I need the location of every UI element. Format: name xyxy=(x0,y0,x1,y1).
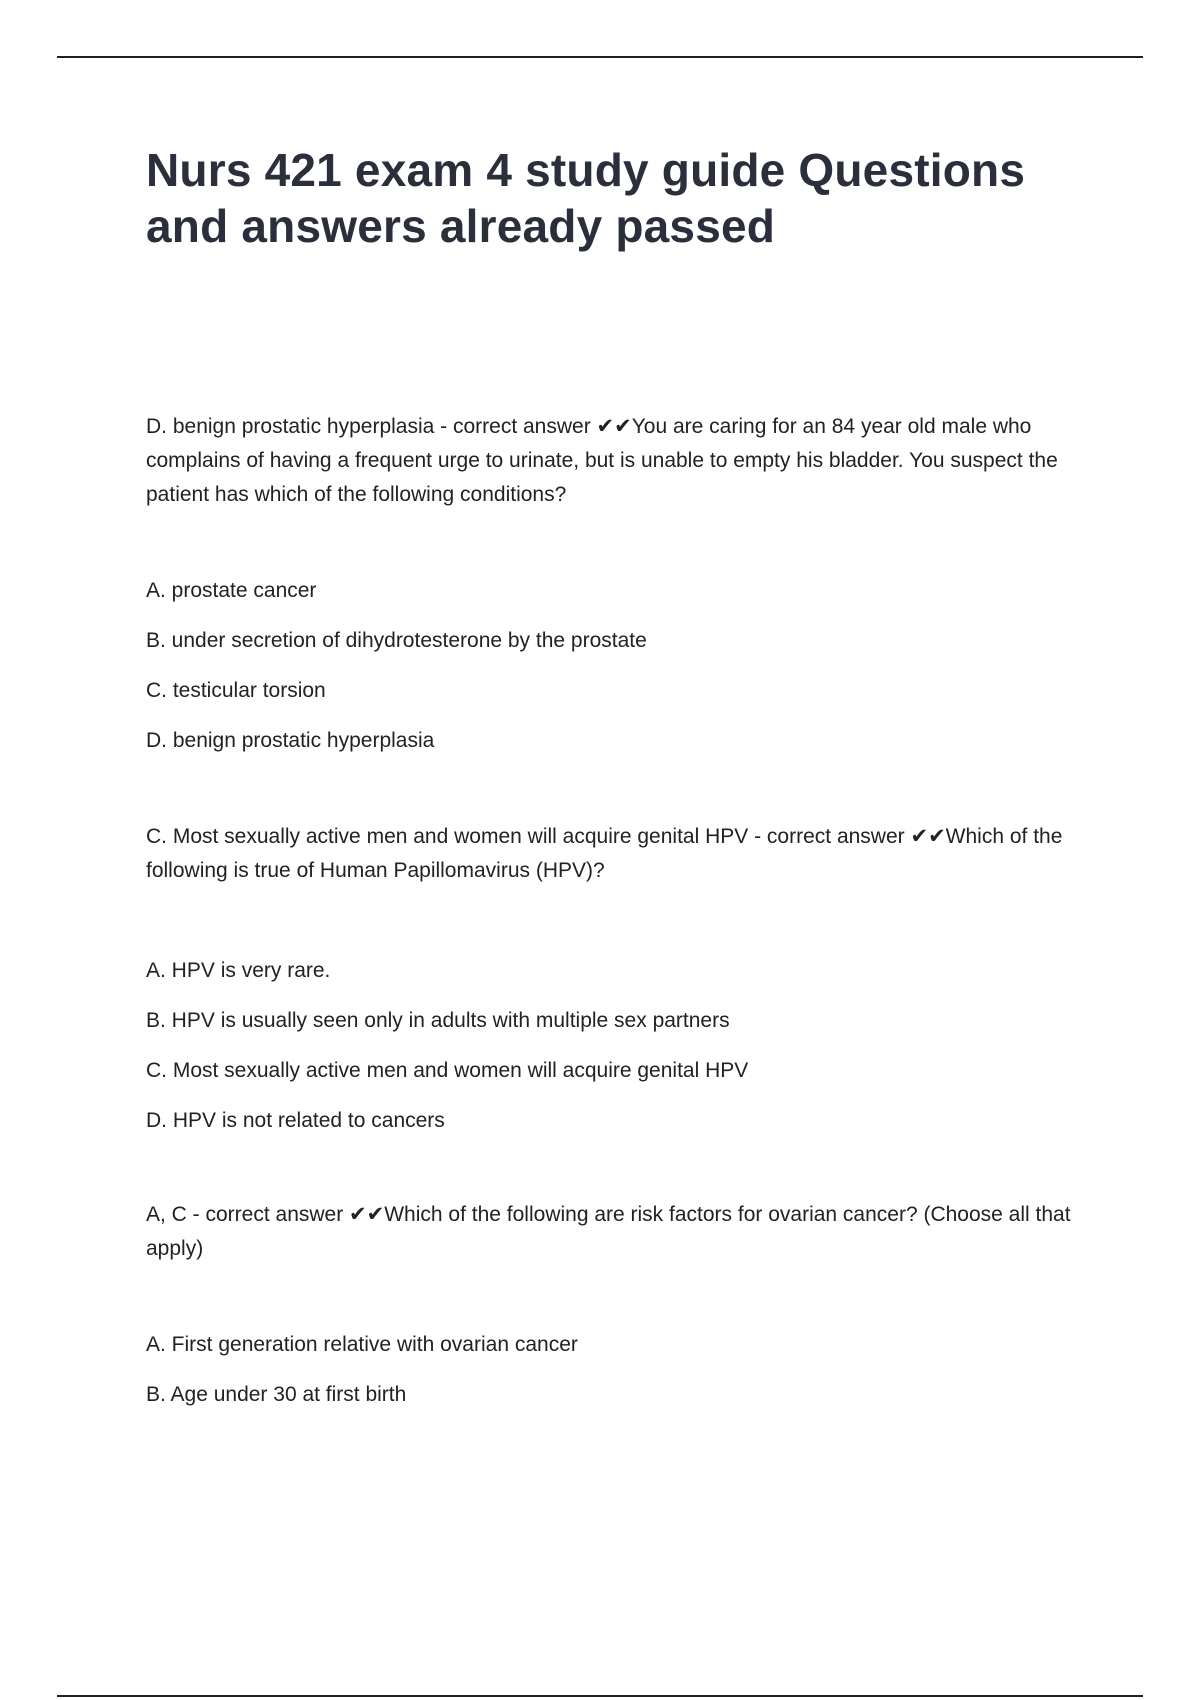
question-answer-1: D. benign prostatic hyperplasia - correct answer ✔✔You are caring for an 84 year old male who complains of having a frequent urge to urinate, but is unable to empty his bladder. You suspect the patient has which of the following conditions? xyxy=(146,415,1058,506)
document-body xyxy=(146,410,1086,1428)
bottom-divider xyxy=(57,1695,1143,1697)
option-item: A. HPV is very rare. xyxy=(146,959,331,982)
option-item: B. Age under 30 at first birth xyxy=(146,1383,407,1406)
top-divider xyxy=(57,56,1143,58)
question-answer-2: C. Most sexually active men and women will acquire genital HPV - correct answer ✔✔Which of the following is true of Human Papillomavirus (HPV)? xyxy=(146,825,1063,882)
options-list-3 xyxy=(146,1328,1086,1412)
options-list-2 xyxy=(146,954,1086,1138)
option-item: D. HPV is not related to cancers xyxy=(146,1109,445,1132)
option-item: A. First generation relative with ovarian cancer xyxy=(146,1333,578,1356)
option-item: A. prostate cancer xyxy=(146,579,317,602)
page-title: Nurs 421 exam 4 study guide Questions and answers already passed xyxy=(146,144,1026,252)
options-list-1 xyxy=(146,574,1086,758)
question-answer-3: A, C - correct answer ✔✔Which of the following are risk factors for ovarian cancer? (Choose all that apply) xyxy=(146,1203,1071,1260)
option-item: C. Most sexually active men and women will acquire genital HPV xyxy=(146,1059,749,1082)
option-item: B. under secretion of dihydrotesterone by the prostate xyxy=(146,629,647,652)
option-item: C. testicular torsion xyxy=(146,679,326,702)
option-item: D. benign prostatic hyperplasia xyxy=(146,729,435,752)
option-item: B. HPV is usually seen only in adults with multiple sex partners xyxy=(146,1009,730,1032)
